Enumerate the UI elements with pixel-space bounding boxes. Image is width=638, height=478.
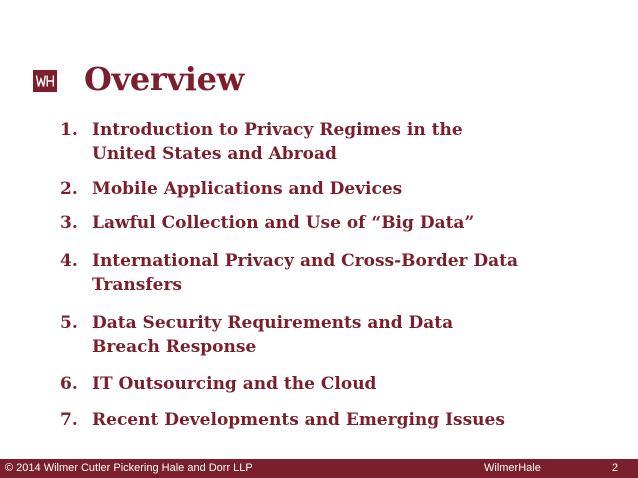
agenda-item-text: IT Outsourcing and the Cloud [92, 374, 377, 394]
agenda-item [60, 372, 520, 396]
agenda-item [60, 249, 520, 297]
agenda-item-number: 2. [60, 179, 78, 199]
agenda-item-text: International Privacy and Cross-Border Data Transfers [92, 251, 519, 295]
agenda-item [60, 118, 520, 166]
agenda-item-text: Lawful Collection and Use of “Big Data” [92, 213, 475, 233]
agenda-item-number: 7. [60, 410, 78, 430]
agenda-item-number: 1. [60, 120, 78, 140]
agenda-item-text: Introduction to Privacy Regimes in the United States and Abroad [92, 120, 463, 164]
agenda-item-text: Recent Developments and Emerging Issues [92, 410, 505, 430]
agenda-item [60, 177, 520, 201]
agenda-item-text: Data Security Requirements and Data Breach Response [92, 313, 454, 357]
copyright-text: © 2014 Wilmer Cutler Pickering Hale and Dorr LLP [5, 462, 253, 474]
slide-title: Overview [84, 60, 244, 98]
wh-logo-icon [35, 73, 55, 89]
agenda-item [60, 211, 520, 235]
footer-brand: WilmerHale [484, 462, 541, 474]
agenda-item-number: 4. [60, 251, 78, 271]
agenda-item [60, 408, 520, 432]
agenda-item-text: Mobile Applications and Devices [92, 179, 403, 199]
agenda-item [60, 311, 520, 359]
page-number: 2 [612, 462, 619, 474]
agenda-item-number: 5. [60, 313, 78, 333]
agenda-item-number: 3. [60, 213, 78, 233]
wilmerhale-logo [33, 70, 57, 92]
agenda-item-number: 6. [60, 374, 78, 394]
footer-bar [0, 459, 638, 478]
